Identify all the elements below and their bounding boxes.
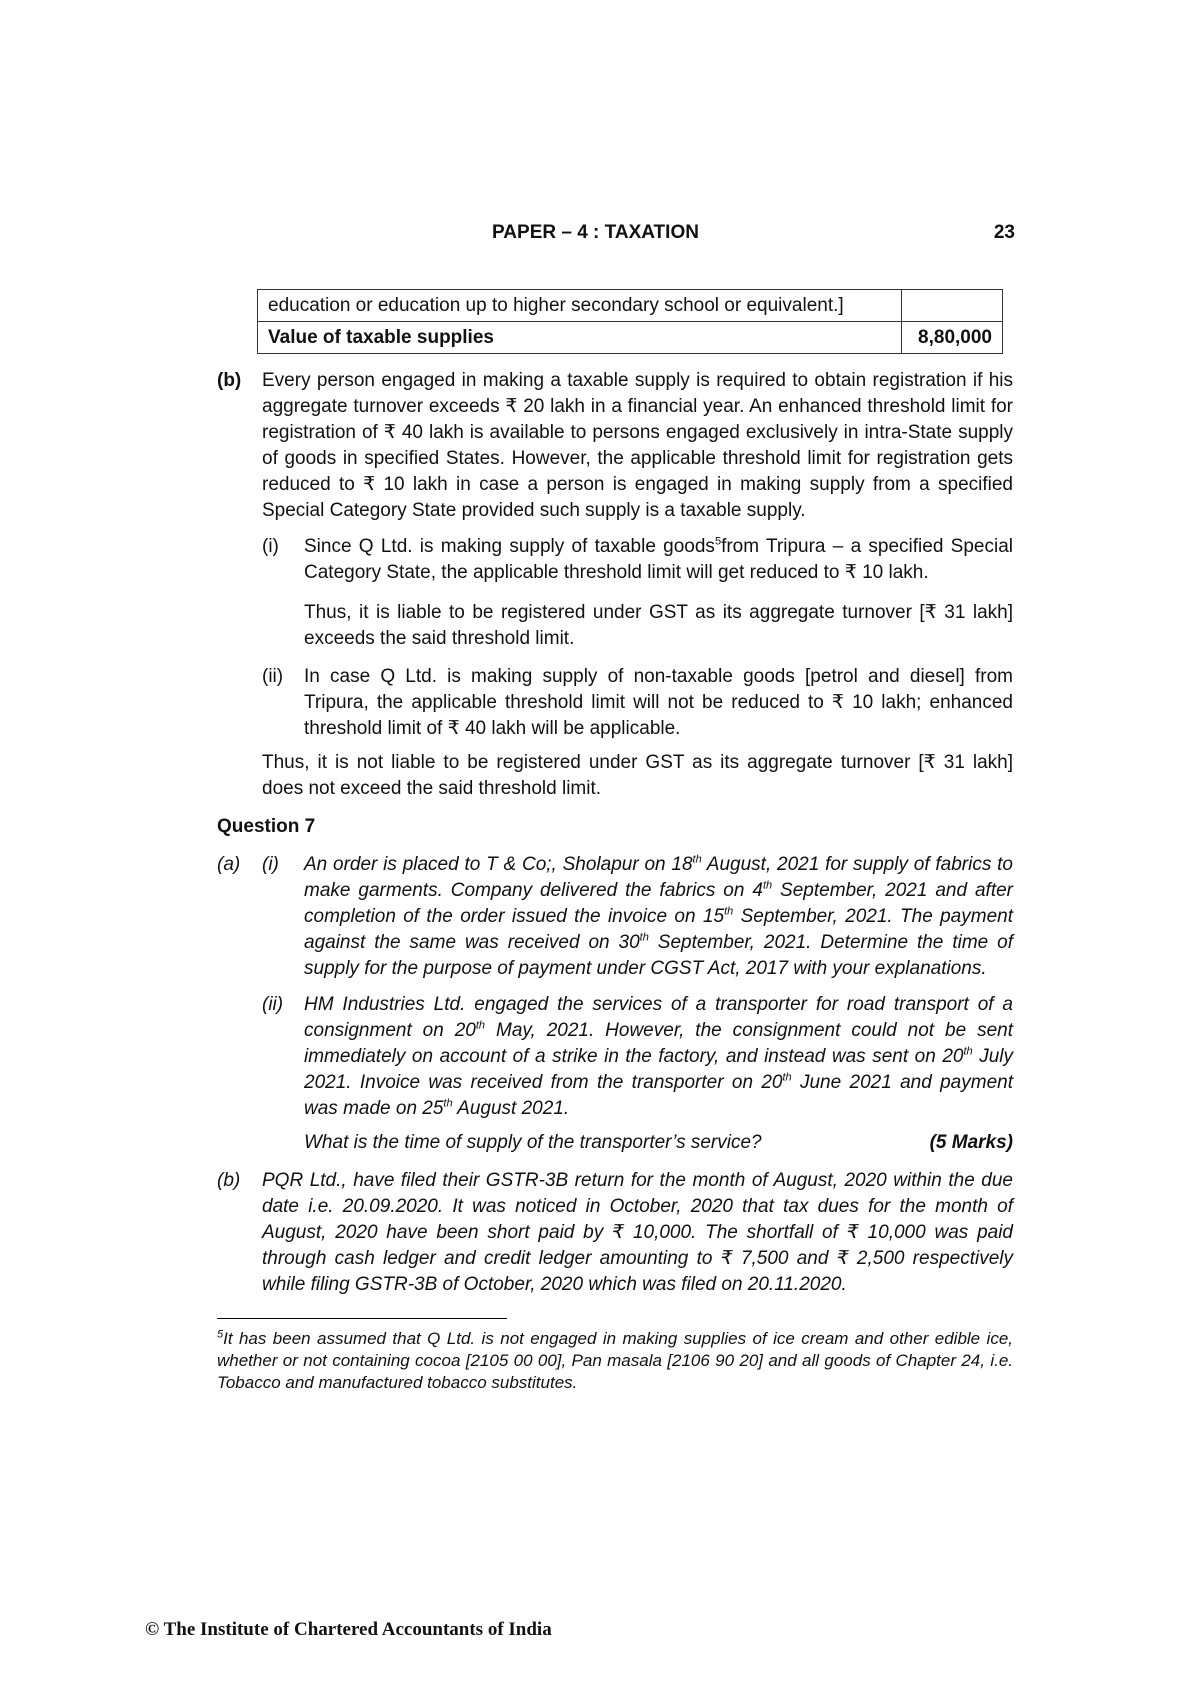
q7-a-i-label: (i) xyxy=(262,854,279,875)
q7-a-ii-text xyxy=(304,992,1013,1122)
ordinal-suffix: th xyxy=(475,1019,486,1032)
q7-a-i-p4: September, 2021. The payment against the same was received on 30 xyxy=(304,906,1013,953)
table-row-total xyxy=(258,322,1003,354)
copyright-footer: © The Institute of Chartered Accountants of India xyxy=(145,1619,552,1640)
sub-ii-label: (ii) xyxy=(262,666,284,687)
ordinal-suffix: th xyxy=(724,905,734,918)
ordinal-suffix: th xyxy=(443,1097,453,1110)
table-cell-description: Value of taxable supplies xyxy=(258,322,902,354)
part-b-conclusion: Thus, it is not liable to be registered under GST as its aggregate turnover [₹ 31 lakh] does not exceed the said threshold limit. xyxy=(262,752,1013,799)
q7-a-i-p1: An order is placed to T & Co;, Sholapur on 18 xyxy=(304,854,693,875)
page-header xyxy=(0,222,1191,248)
q7-a-i-text xyxy=(304,852,1013,982)
footnote xyxy=(217,1328,1013,1394)
sub-i-conclusion: Thus, it is liable to be registered under GST as its aggregate turnover [₹ 31 lakh] exceeds the said threshold limit. xyxy=(304,602,1013,649)
q7-a-label: (a) xyxy=(217,854,241,875)
table-row xyxy=(258,290,1003,322)
table-cell-description: education or education up to higher secondary school or equivalent.] xyxy=(258,290,902,322)
q7-a-ii-p2: May, 2021. However, the consignment could not be sent immediately on account of a strike in the factory, and instead was sent on 20 xyxy=(304,1020,1013,1067)
footnote-divider xyxy=(217,1318,507,1319)
ordinal-suffix: th xyxy=(782,1071,792,1084)
q7-a-ii-p3: July 2021. Invoice was received from the transporter on 20 xyxy=(304,1046,1013,1093)
marks-badge: (5 Marks) xyxy=(929,1132,1013,1153)
ordinal-suffix: th xyxy=(963,1045,973,1058)
ordinal-suffix: th xyxy=(762,879,773,892)
q7-b-label: (b) xyxy=(217,1170,241,1191)
q7-a-ii-p5: August 2021. xyxy=(452,1098,570,1119)
question-heading: Question 7 xyxy=(217,816,316,837)
sub-i-text-a: Since Q Ltd. is making supply of taxable goods xyxy=(304,536,715,557)
sub-i-text xyxy=(304,534,1013,586)
q7-a-i-p3: September, 2021 and after completion of the order issued the invoice on 15 xyxy=(304,880,1013,927)
footnote-text: It has been assumed that Q Ltd. is not engaged in making supplies of ice cream and other edible ice, whether or not containing cocoa [2105 00 00], Pan masala [2106 90 20] and all goods of Chapter 24, i.e. Tobacco and manufactured tobacco substitutes. xyxy=(217,1329,1013,1392)
q7-a-ii-label: (ii) xyxy=(262,994,284,1015)
table-cell-amount: 8,80,000 xyxy=(902,322,1003,354)
footnote-reference: 5 xyxy=(714,535,722,548)
q7-a-question-line xyxy=(304,1130,1013,1156)
q7-a-ii-p4: June 2021 and payment was made on 25 xyxy=(304,1072,1013,1119)
part-b-label: (b) xyxy=(217,370,242,391)
q7-a-question: What is the time of supply of the transporter’s service? xyxy=(304,1132,762,1153)
q7-a-ii-p1: HM Industries Ltd. engaged the services of a transporter for road transport of a consignment on 20 xyxy=(304,994,1013,1041)
ordinal-suffix: th xyxy=(639,931,649,944)
sub-ii-text: In case Q Ltd. is making supply of non-taxable goods [petrol and diesel] from Tripura, the applicable threshold limit will not be reduced to ₹ 10 lakh; enhanced threshold limit of ₹ 40 lakh will be applicable. xyxy=(304,666,1013,739)
part-b-intro: Every person engaged in making a taxable supply is required to obtain registration if his aggregate turnover exceeds ₹ 20 lakh in a financial year. An enhanced threshold limit for registration of ₹ 40 lakh is available to persons engaged exclusively in intra-State supply of goods in specified States. However, the applicable threshold limit for registration gets reduced to ₹ 10 lakh in case a person is engaged in making supply from a specified Special Category State provided such supply is a taxable supply. xyxy=(262,370,1013,521)
q7-b-text: PQR Ltd., have filed their GSTR-3B return for the month of August, 2020 within the due date i.e. 20.09.2020. It was noticed in October, 2020 that tax dues for the month of August, 2020 have been short paid by ₹ 10,000. The shortfall of ₹ 10,000 was paid through cash ledger and credit ledger amounting to ₹ 7,500 and ₹ 2,500 respectively while filing GSTR-3B of October, 2020 which was filed on 20.11.2020. xyxy=(262,1170,1013,1295)
ordinal-suffix: th xyxy=(692,853,702,866)
page-number: 23 xyxy=(993,222,1015,243)
sub-i-label: (i) xyxy=(262,536,279,557)
q7-a-i-p5: September, 2021. Determine the time of supply for the purpose of payment under CGST Act, 2017 with your explanations. xyxy=(304,932,1013,979)
footnote-marker: 5 xyxy=(217,1328,224,1341)
table-cell-amount xyxy=(902,290,1003,322)
page-title: PAPER – 4 : TAXATION xyxy=(492,222,699,243)
sub-i-text-b: from Tripura – a specified Special Category State, the applicable threshold limit will get reduced to ₹ 10 lakh. xyxy=(304,536,1013,583)
taxable-supplies-table xyxy=(257,289,1003,354)
q7-a-i-p2: August, 2021 for supply of fabrics to make garments. Company delivered the fabrics on 4 xyxy=(304,854,1013,901)
